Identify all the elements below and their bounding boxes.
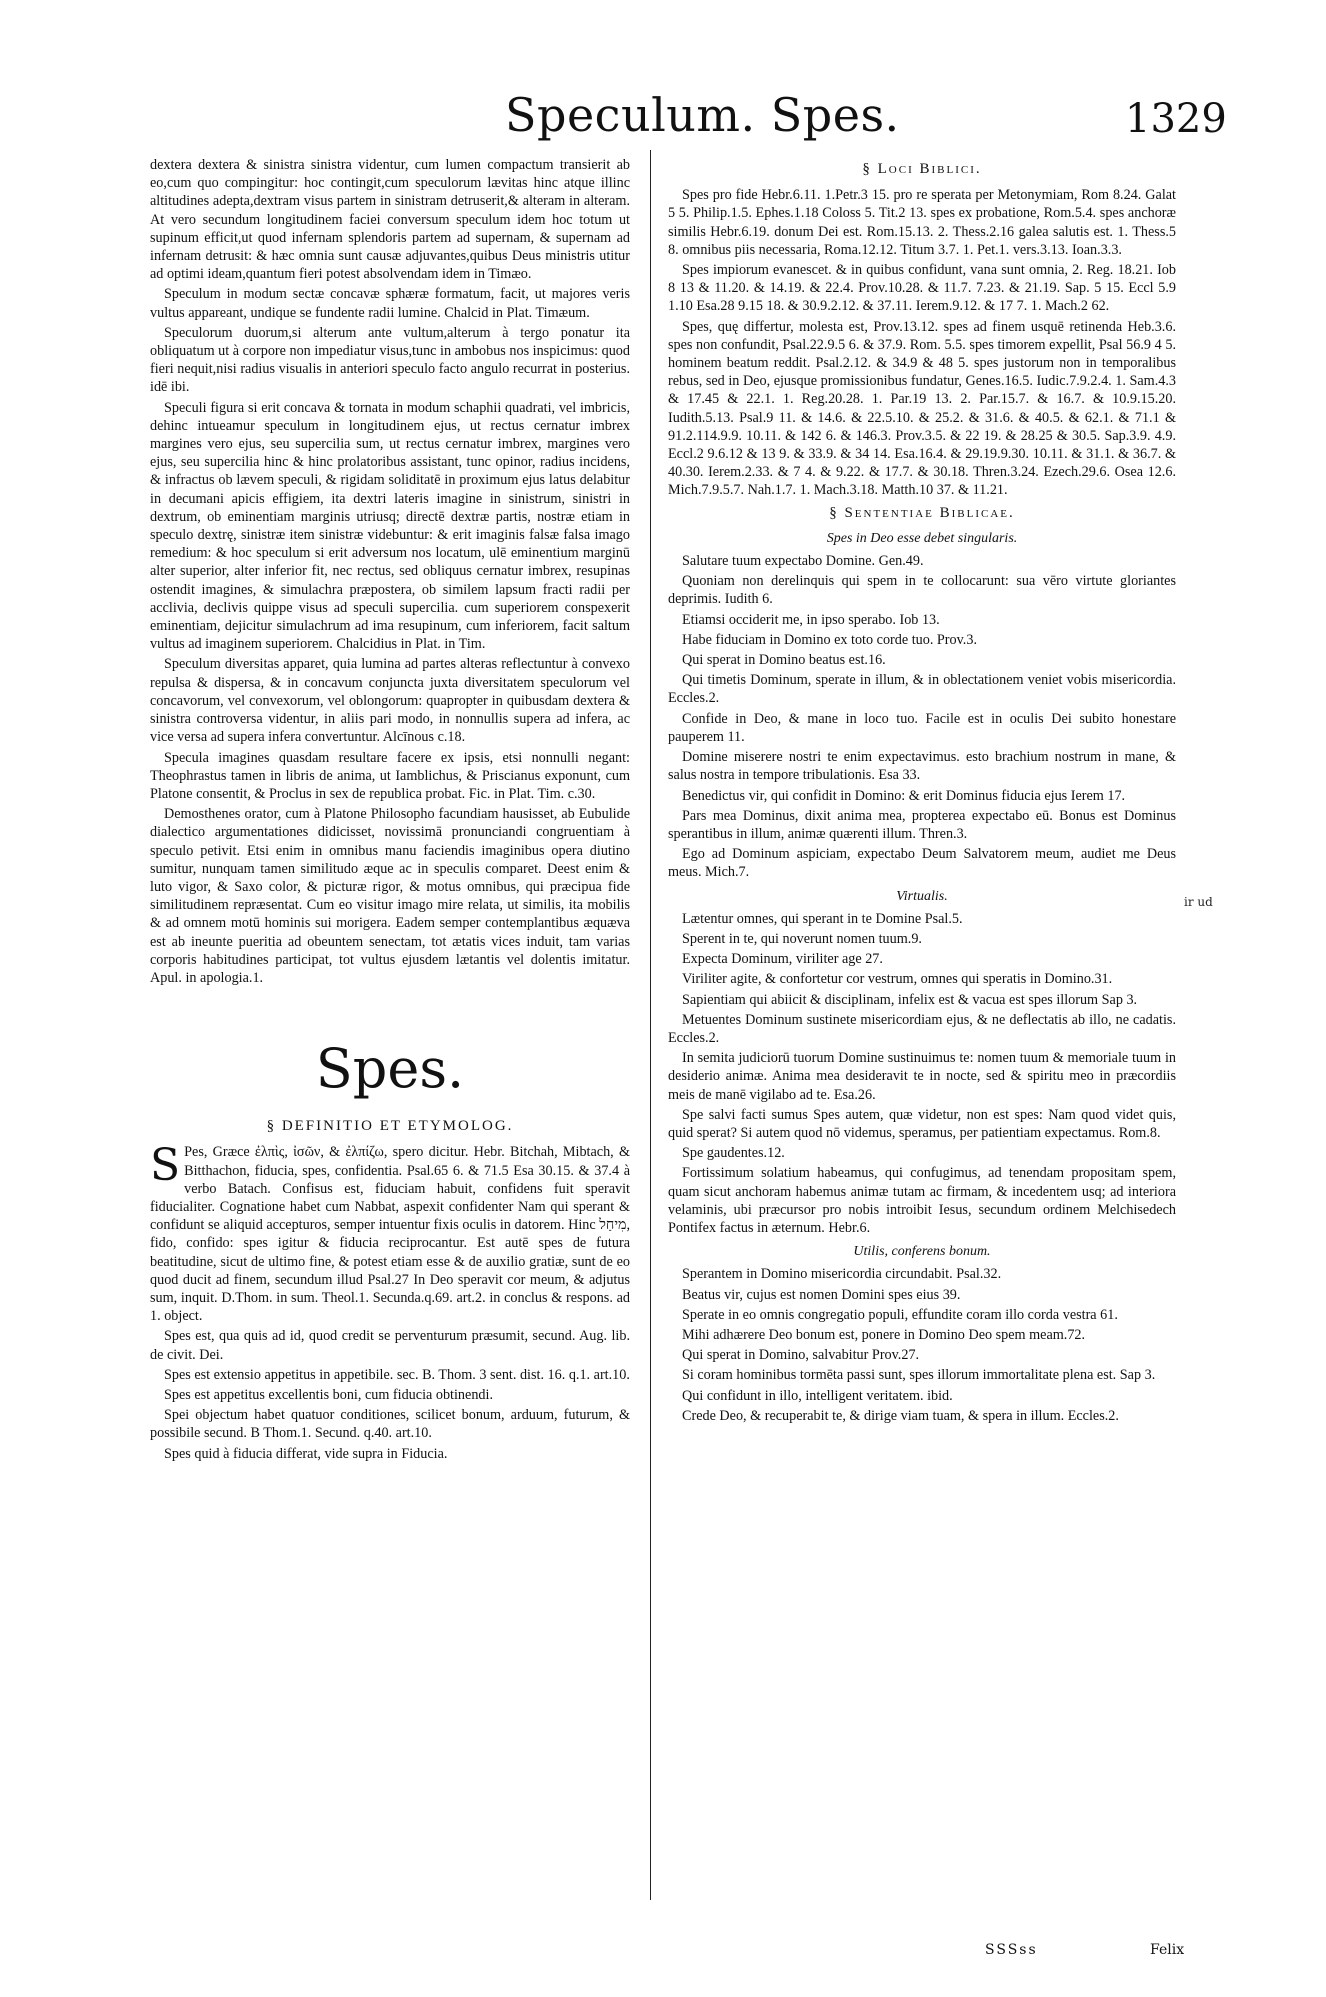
sentence: Habe fiduciam in Domino ex toto corde tuo. Prov.3. bbox=[682, 631, 977, 648]
paragraph: Spes impiorum evanescet. & in quibus confidunt, vana sunt omnia, 2. Reg. 18.21. Iob 8 13 & 11.20. & 14.19. & 22.4. Prov.10.28. & 11.7. 7.23. & 21.19. Sap. 5 15. Eccl 5.9 1.10 Esa.28 9.15 18. & 30.9.2.12. & 37.11. Ierem.9.12. & 17 7. 1. Mach.2 62. bbox=[668, 262, 1176, 315]
sentence: Etiamsi occiderit me, in ipso sperabo. Iob 13. bbox=[682, 611, 940, 628]
paragraph: Spes pro fide Hebr.6.11. 1.Petr.3 15. pro re sperata per Metonymiam, Rom 8.24. Galat 5 5. Philip.1.5. Ephes.1.18 Coloss 5. Tit.2 13. spes ex probatione, Rom.5.4. spes anchoræ similis Hebr.6.19. donum Dei est. Rom.15.13. 2. Thess.2.16 galea salutis est. 1. Thess.5 8. omnibus piis necessaria, Roma.12.12. Titum 3.7. 1. Pet.1. vers.3.13. Ioan.3.3. bbox=[668, 187, 1176, 258]
sentence: Sperate in eo omnis congregatio populi, effundite coram illo corda vestra 61. bbox=[682, 1306, 1118, 1323]
rubric-loci-biblici: § Loci Biblici. bbox=[862, 161, 982, 177]
subheading-utilis: Utilis, conferens bonum. bbox=[853, 1244, 991, 1260]
sentence: In semita judiciorū tuorum Domine sustinuimus te: nomen tuum & memoriale tuum in desiderio animæ. Anima mea desideravit te in nocte, sed & spiritu meo in præcordiis meis de manē vigilabo ad te. Esa.26. bbox=[668, 1050, 1176, 1103]
paragraph-with-dropcap bbox=[150, 1140, 630, 1325]
paragraph: Spes, quę differtur, molesta est, Prov.13.12. spes ad finem usquē retinenda Heb.3.6. spes non confundit, Psal.22.9.5 6. & 37.9. Rom. 5.5. spes timorem expellit, Psal 56.9 4 5. hominem beatum reddit. Psal.2.12. & 34.9 & 48 5. spes justorum non in temporalibus rebus, sed in Deo, ejusque promissionibus fundatur, Genes.16.5. Iudic.7.9.2.4. 1. Sam.4.3 & 17.45 & 22.1. 1. Reg.20.28. 1. Par.19 13. 2. Par.15.7. & 16.7. & 10.9.15.20. Iudith.5.13. Psal.9 11. & 14.6. & 22.5.10. & 25.2. & 31.6. & 40.5. & 62.1. & 71.1 & 91.2.114.9.9. 10.11. & 142 6. & 146.3. Prov.3.5. & 22 19. & 28.25 & 30.5. Sap.3.9. 4.9. Eccl.2 9.6.12 & 13 9. & 33.9. & 34 14. Esa.16.4. & 29.19.9.30. 10.11. & 31.1. & 36.7. & 40.30. Ierem.2.33. & 7 4. & 9.22. & 17.7. & 30.18. Thren.3.24. Ezech.29.6. Osea 12.6. Mich.7.9.5.7. Nah.1.7. 1. Mach.3.18. Matth.10 37. & 11.21. bbox=[668, 318, 1176, 499]
sentence: Lætentur omnes, qui sperant in te Domine Psal.5. bbox=[682, 910, 963, 927]
paragraph: Spes est appetitus excellentis boni, cum fiducia obtinendi. bbox=[164, 1386, 494, 1403]
paragraph: Spes est extensio appetitus in appetibile. sec. B. Thom. 3 sent. dist. 16. q.1. art.10. bbox=[164, 1366, 630, 1383]
sentence: Viriliter agite, & confortetur cor vestrum, omnes qui speratis in Domino.31. bbox=[682, 971, 1113, 988]
sentence: Beatus vir, cujus est nomen Domini spes eius 39. bbox=[682, 1286, 961, 1303]
signature-mark: SSSss bbox=[985, 1942, 1038, 1958]
paragraph-text: Pes, Græce ἐλπὶς, ἰσῶν, & ἐλπίζω, spero dicitur. Hebr. Bitchah, Mibtach, & Bitthachon, fiducia, spes, confidentia. Psal.65 6. & 71.5 Esa 30.15. & 37.4 à verbo Batach. Confisus est, fiduciam habuit, confidens fuit speravit fiducialiter. Cognatione habet cum Nabbat, aspexit confidenter Nam qui sperant & confidunt se aliquid accepturos, semper intuentur fixis oculis in datorem. Hinc מִיחַל, fido, confido: spes igitur & fiducia reciprocantur. Est autē spes de futura beatitudine, sicut de ultimo fine, & potest etiam esse & de auxilio gratiæ, sunt de eo quod ducit ad finem, secundum illud Psal.27 In Deo speravit cor meum, & adjutus sum, inquit. D.Thom. in sum. Theol.1. Secunda.q.69. art.2. in conclus & respons. ad 1. object. bbox=[150, 1144, 630, 1325]
sentence: Crede Deo, & recuperabit te, & dirige viam tuam, & spera in illum. Eccles.2. bbox=[682, 1407, 1119, 1424]
section-title: Spes. bbox=[315, 1037, 465, 1101]
sentence: Mihi adhærere Deo bonum est, ponere in Domino Deo spem meam.72. bbox=[682, 1326, 1086, 1343]
sentence: Qui sperat in Domino beatus est.16. bbox=[682, 652, 886, 669]
left-column bbox=[150, 156, 630, 1465]
sentence: Expecta Dominum, viriliter age 27. bbox=[682, 951, 883, 968]
column-rule bbox=[650, 150, 651, 1900]
sentence: Quoniam non derelinquis qui spem in te collocarunt: sua vēro virtute gloriantes deprimis. Iudith 6. bbox=[668, 573, 1176, 608]
paragraph: Speculi figura si erit concava & tornata in modum schaphii quadrati, vel imbricis, dehinc intueamur speculum in longitudinem ejus, ut rectus cernatur imbrex margines vero ejus, seu supercilia sum, ut rectus cernatur imbrex, margines vero ejus, seu supercilia hinc & hinc prolatoribus assistant, tunc opinor, radius incidens, & infractus ob lævem speculi, & rigidam soliditatē in proximum ejus latus delabitur in decumani apicis effigiem, ita dextri lateris imagine in sinistrum, sinistri in dextrum, ob eminentiam marginis utriusq; directē dextræ partis, nostræ etiam in speculo dextrę, sinistræ item sinistræ videbuntur: & erit imaginis falsæ falsa imago remedium: & hoc speculum si erit adversum nos locatum, ulē eminentium marginū alter superior, alter inferior fit, nec rectus, sed obliquus cernatur imbrex, resupinas ostendit imagines, & simulachra præpostera, ob similem lapsum fracti radii per acclivia, declivis quippe visus ad speculi supercilia. cum superiorem conspexerit eminentiam, dejicitur simulachrum ad ima resupinum, cum inferiorem, facit saltum vultus ad imaginem superiorem. Chalcidius in Plat. in Tim. bbox=[150, 399, 630, 653]
page-number: 1329 bbox=[1125, 96, 1227, 142]
sentence: Si coram hominibus tormēta passi sunt, spes illorum immortalitate plena est. Sap 3. bbox=[682, 1367, 1156, 1384]
sentence: Salutare tuum expectabo Domine. Gen.49. bbox=[682, 553, 924, 570]
paragraph: dextera dextera & sinistra sinistra videntur, cum lumen compactum transierit ab eo,cum quo compingitur: hoc contingit,cum speculorum lævitas hinc atque illinc altitudines adepta,dextram visus partem in sinistram detruserit,& alteram in alteram. At vero secundum longitudinem faciei conversum speculum idem hoc totum ut supinum efficit,ut quod infernam splendoris partem ad supernam, & supernam ad infernam detrusit: & hæc omnia sunt causæ adjuvantes,quibus Deus ministris utitur ad optimi ideam,quantum fieri potest absolvendam idem in Timæo. bbox=[150, 157, 630, 283]
sentence: Domine miserere nostri te enim expectavimus. esto brachium nostrum in mane, & salus nostra in tempore tribulationis. Esa 33. bbox=[668, 749, 1176, 784]
subheading-singularis: Spes in Deo esse debet singularis. bbox=[826, 530, 1018, 546]
sentence: Sperent in te, qui noverunt nomen tuum.9. bbox=[682, 930, 922, 947]
paragraph: Specula imagines quasdam resultare facere ex ipsis, etsi nonnulli negant: Theophrastus tamen in libris de anima, ut Iamblichus, & Priscianus exponunt, cum Platone consentit, & Proclus in sex de republica probat. Fic. in Plat. Tim. c.30. bbox=[150, 749, 630, 802]
sentence: Fortissimum solatium habeamus, qui confugimus, ad tenendam propositam spem, quam sicut anchoram habemus animæ tutam ac firmam, & incedentem usq; ad interiora velaminis, ubi præcursor pro nobis introibit Iesus, secundum ordinem Melchisedech Pontifex factus in æternum. Hebr.6. bbox=[668, 1165, 1176, 1236]
rubric-definitio: § DEFINITIO ET ETYMOLOG. bbox=[266, 1118, 514, 1135]
sentence: Ego ad Dominum aspiciam, expectabo Deum Salvatorem meum, audiet me Deus meus. Mich.7. bbox=[668, 846, 1176, 881]
catchword: Felix bbox=[1150, 1942, 1185, 1958]
right-column bbox=[668, 156, 1176, 1427]
paragraph: Speculorum duorum,si alterum ante vultum,alterum à tergo ponatur ita obliquatum ut à corpore non impediatur visus,tunc in ambobus nos inspicimus: quod fieri nequit,nisi radius visualis in anteriori speculo facto angulo recurrat in posterius. idē ibi. bbox=[150, 324, 630, 396]
paragraph: Spes est, qua quis ad id, quod credit se perventurum præsumit, secund. Aug. lib. de civit. Dei. bbox=[150, 1328, 630, 1363]
sentence: Qui sperat in Domino, salvabitur Prov.27. bbox=[682, 1347, 920, 1364]
sentence: Sapientiam qui abiicit & disciplinam, infelix est & vacua est spes illorum Sap 3. bbox=[682, 991, 1138, 1008]
rubric-sententiae-biblicae: § Sententiae Biblicae. bbox=[829, 504, 1015, 521]
dropcap: S bbox=[150, 1140, 181, 1192]
sentence: Benedictus vir, qui confidit in Domino: & erit Dominus fiducia ejus Ierem 17. bbox=[682, 787, 1126, 804]
sentence: Qui confidunt in illo, intelligent veritatem. ibid. bbox=[682, 1387, 953, 1404]
paragraph: Spes quid à fiducia differat, vide supra in Fiducia. bbox=[164, 1445, 448, 1462]
paragraph: Spei objectum habet quatuor conditiones, scilicet bonum, arduum, futurum, & possibile secund. B Thom.1. Secund. q.40. art.10. bbox=[150, 1407, 630, 1442]
subheading-virtualis: Virtualis. bbox=[896, 888, 948, 904]
sentence: Spe salvi facti sumus Spes autem, quæ videtur, non est spes: Nam quod videt quis, quid sperat? Si autem quod nō videmus, speramus, per patientiam expectamus. Rom.8. bbox=[668, 1106, 1176, 1141]
margin-fragment: ir ud bbox=[1184, 895, 1213, 909]
sentence: Confide in Deo, & mane in loco tuo. Facile est in oculis Dei subito honestare pauperem 11. bbox=[668, 710, 1176, 745]
sentence: Metuentes Dominum sustinete misericordiam ejus, & ne deflectatis ab illo, ne cadatis. Eccles.2. bbox=[668, 1011, 1176, 1046]
running-head: Speculum. Spes. bbox=[505, 88, 900, 142]
paragraph: Demosthenes orator, cum à Platone Philosopho facundiam hausisset, ab Eubulide dialectico argumentationes didicisset, novissimā pronunciandi congruentiam à speculo petivit. Etsi enim in omnibus manu faciendis imaginibus opera diutino sumitur, nunquam tamen similitudo æque ac in speculis comparet. Deest enim & luto vigor, & Saxo color, & picturæ rigor, & motus omnibus, qui præcipua fide similitudinem repræsentat. Cum eo visitur imago mire relata, ut similis, ita mobilis & ad omnem motū hominis sui morigera. Eadem semper contemplantibus æquæva est ab ineunte pueritia ad obeuntem senectam, tot ætatis vices induit, tam varias corporis habitudines participat, tot vultus ejusdem lætantis vel dolentis imitatur. Apul. in apologia.1. bbox=[150, 806, 630, 986]
sentence: Spe gaudentes.12. bbox=[682, 1145, 785, 1162]
sentence: Qui timetis Dominum, sperate in illum, & in oblectationem veniet vobis misericordia. Eccles.2. bbox=[668, 672, 1176, 707]
sentence: Pars mea Dominus, dixit anima mea, propterea expectabo eū. Bonus est Dominus sperantibus in illum, animæ quærenti illum. Thren.3. bbox=[668, 807, 1176, 842]
sentence: Sperantem in Domino misericordia circundabit. Psal.32. bbox=[682, 1266, 1002, 1283]
paragraph: Speculum diversitas apparet, quia lumina ad partes alteras reflectuntur à convexo repulsa & dispersa, & in concavum conjuncta juxta diversitatem speculorum vel concavorum, vel convexorum, vel oblongorum: quapropter in quibusdam dextera & sinistra controversa videntur, in aliis pari modo, in nonnullis supera ad infera, ac vice versa ad supera infera convertuntur. Alcīnous c.18. bbox=[150, 656, 630, 746]
paragraph: Speculum in modum sectæ concavæ sphæræ formatum, facit, ut majores veris vultus appareant, undique se fundente radii lumine. Chalcid in Plat. Timæum. bbox=[150, 286, 630, 321]
